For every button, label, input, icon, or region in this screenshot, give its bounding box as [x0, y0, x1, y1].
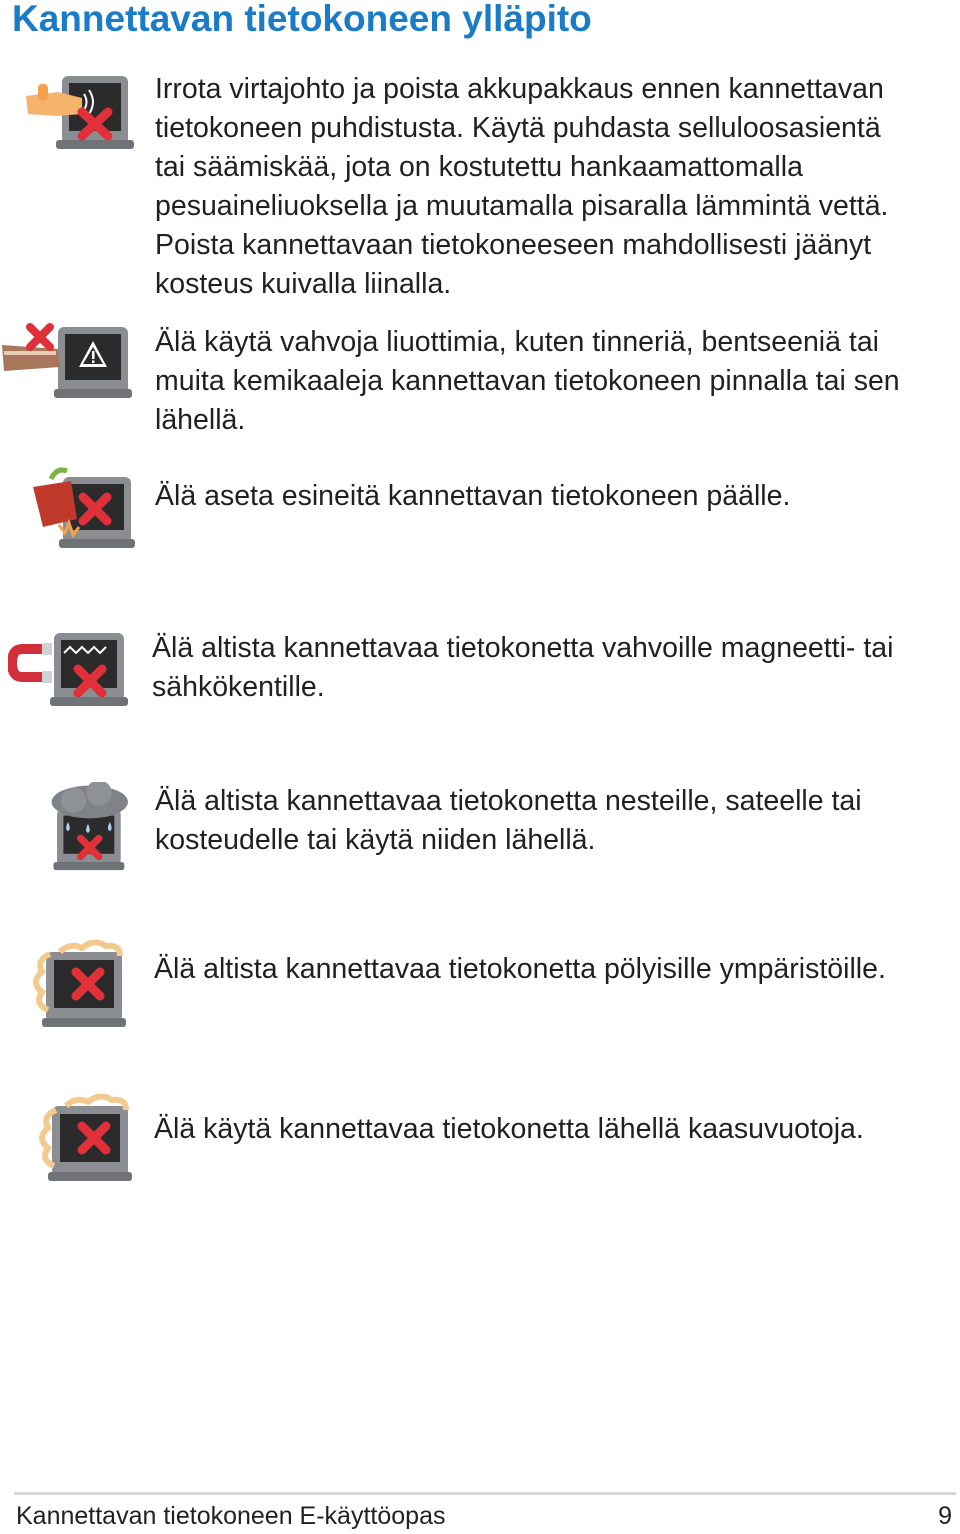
dust-laptop-icon	[30, 940, 165, 1040]
chemical-warning-laptop-icon	[0, 323, 135, 423]
item-text: Älä altista kannettavaa tietokonetta pölyisille ympäristöille.	[154, 953, 886, 985]
item-text: Älä käytä vahvoja liuottimia, kuten tinneriä, bentseeniä tai muita kemikaaleja kannettavan tietokoneen pinnalla tai sen lähellä.	[155, 326, 900, 436]
item-text: Irrota virtajohto ja poista akkupakkaus ennen kannettavan tietokoneen puhdistusta. Käytä puhdasta selluloosasientä tai säämiskää, jota on kostutettu hankaamattomalla pesuaineliuoksella ja muutamalla pisaralla lämmintä vettä. Poista kannettavaan tietokoneeseen mahdollisesti jäänyt kosteus kuivalla liinalla.	[155, 73, 889, 300]
object-on-laptop-icon	[25, 465, 160, 565]
footer-divider	[14, 1492, 956, 1495]
magnet-laptop-icon	[8, 629, 143, 729]
item-text: Älä aseta esineitä kannettavan tietokoneen päälle.	[155, 480, 791, 512]
item-text: Älä altista kannettavaa tietokonetta nesteille, sateelle tai kosteudelle tai käytä niiden lähellä.	[155, 785, 862, 856]
page-number: 9	[938, 1502, 952, 1530]
cleaning-hand-laptop-icon	[20, 70, 155, 170]
item-text: Älä käytä kannettavaa tietokonetta lähellä kaasuvuotoja.	[154, 1113, 864, 1145]
gas-leak-laptop-icon	[34, 1094, 169, 1194]
footer-title: Kannettavan tietokoneen E-käyttöopas	[16, 1502, 446, 1530]
page-title: Kannettavan tietokoneen ylläpito	[12, 0, 592, 39]
item-text: Älä altista kannettavaa tietokonetta vahvoille magneetti- tai sähkökentille.	[152, 632, 894, 703]
